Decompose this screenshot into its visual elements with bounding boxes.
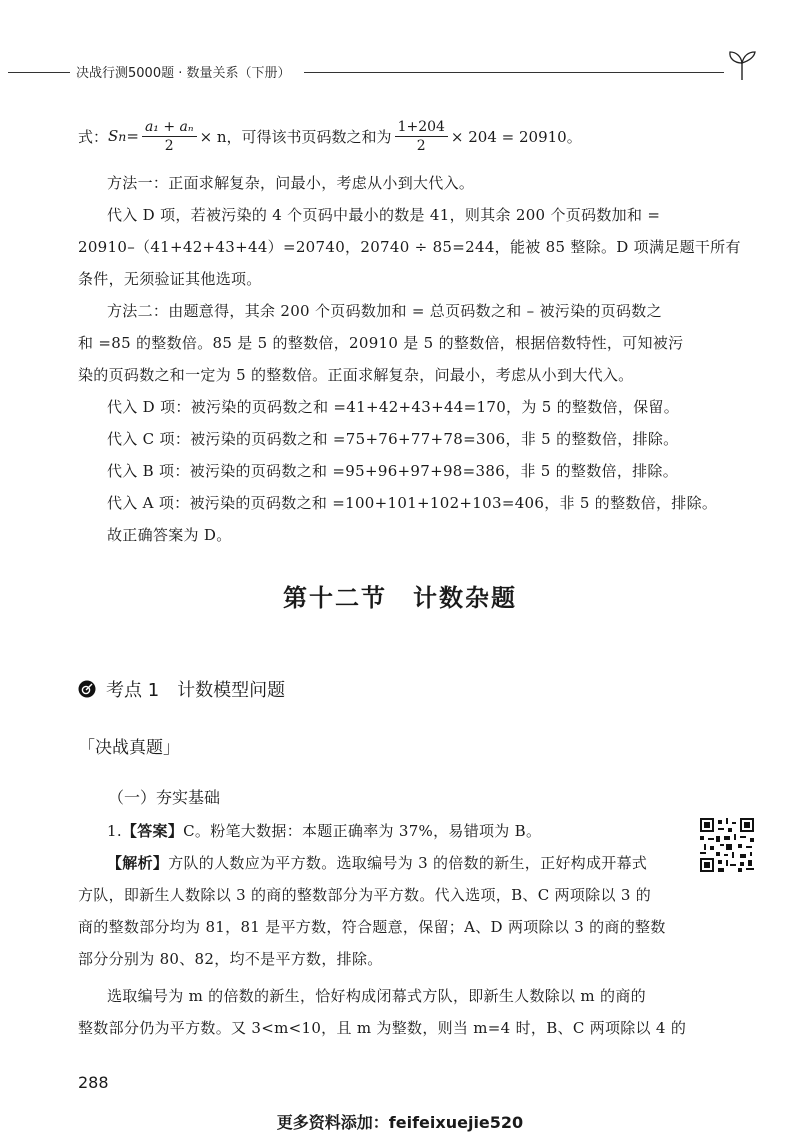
conclusion: 故正确答案为 D。 [107, 526, 232, 544]
real-exam-heading: 「决战真题」 [78, 738, 180, 758]
subsection-heading: （一）夯实基础 [108, 788, 221, 807]
text-line: 方队，即新生人数除以 3 的商的整数部分为平方数。代入选项，B、C 两项除以 3 的 [78, 886, 652, 904]
header-rule-left [8, 72, 70, 73]
option-d-check: 代入 D 项：被污染的页码数之和 =41+42+43+44=170，为 5 的整数倍，保留。 [107, 398, 680, 416]
fraction-general [142, 118, 197, 155]
text-line: 部分分别为 80、82，均不是平方数，排除。 [78, 950, 383, 968]
analysis-label: 【解析】 [107, 854, 169, 872]
sum-formula [78, 112, 582, 160]
fraction-specific-denominator: 2 [416, 137, 426, 154]
answer-line [107, 820, 541, 842]
formula-lhs-sub: n [118, 128, 127, 144]
footer-contact: 更多资料添加：feifeixuejie520 [276, 1113, 524, 1132]
fraction-general-denominator: 2 [164, 137, 174, 154]
qr-code-icon [700, 818, 754, 872]
section-title: 第十二节 计数杂题 [283, 584, 517, 612]
text-line: 染的页码数之和一定为 5 的整数倍。正面求解复杂，问最小，考虑从小到大代入。 [78, 366, 634, 384]
option-a-check: 代入 A 项：被污染的页码数之和 =100+101+102+103=406，非 5 的整数倍，排除。 [107, 494, 718, 512]
fraction-specific-numerator: 1+204 [395, 118, 448, 137]
text-line: 20910–（41+42+43+44）=20740，20740 ÷ 85=244，能被 85 整除。D 项满足题干所有 [78, 238, 741, 256]
analysis-text: 方队的人数应为平方数。选取编号为 3 的倍数的新生，正好构成开幕式 [168, 854, 648, 872]
page-number: 288 [78, 1073, 109, 1092]
text-line: 商的整数部分均为 81，81 是平方数，符合题意，保留；A、D 两项除以 3 的商的整数 [78, 918, 666, 936]
running-header [0, 60, 800, 90]
method-two: 方法二：由题意得，其余 200 个页码数加和 = 总页码数之和 – 被污染的页码数之 [107, 302, 662, 320]
answer-text: C。粉笔大数据：本题正确率为 37%，易错项为 B。 [183, 822, 542, 840]
header-rule-right [304, 72, 724, 73]
text-line: 选取编号为 m 的倍数的新生，恰好构成闭幕式方队，即新生人数除以 m 的商的 [107, 987, 646, 1005]
option-b-check: 代入 B 项：被污染的页码数之和 =95+96+97+98=386，非 5 的整数倍，排除。 [107, 462, 679, 480]
analysis-line [107, 852, 647, 874]
sprout-icon [724, 46, 760, 82]
fraction-specific [395, 118, 448, 155]
text-line: 条件，无须验证其他选项。 [78, 270, 262, 288]
text-line: 代入 D 项，若被污染的 4 个页码中最小的数是 41，则其余 200 个页码数加和 = [107, 206, 661, 224]
formula-times-n: × n，可得该书页码数之和为 [199, 127, 392, 146]
formula-prefix: 式： [78, 127, 109, 146]
text-line: 整数部分仍为平方数。又 3<m<10，且 m 为整数，则当 m=4 时，B、C 两项除以 4 的 [78, 1019, 687, 1037]
book-title: 决战行测5000题 · 数量关系（下册） [76, 66, 291, 81]
formula-equals: = [126, 127, 139, 145]
method-one: 方法一：正面求解复杂，问最小，考虑从小到大代入。 [107, 174, 475, 192]
text-line: 和 =85 的整数倍。85 是 5 的整数倍，20910 是 5 的整数倍，根据倍数特性，可知被污 [78, 334, 684, 352]
fraction-general-numerator: a₁ + aₙ [142, 118, 197, 137]
target-icon [78, 680, 96, 698]
topic-heading [78, 676, 285, 702]
topic-label: 考点 1 计数模型问题 [106, 680, 286, 701]
option-c-check: 代入 C 项：被污染的页码数之和 =75+76+77+78=306，非 5 的整数倍，排除。 [107, 430, 679, 448]
question-number: 1. [107, 822, 122, 840]
formula-lhs: S [108, 127, 119, 145]
formula-result: × 204 = 20910。 [450, 127, 582, 146]
answer-label: 【答案】 [121, 822, 184, 840]
